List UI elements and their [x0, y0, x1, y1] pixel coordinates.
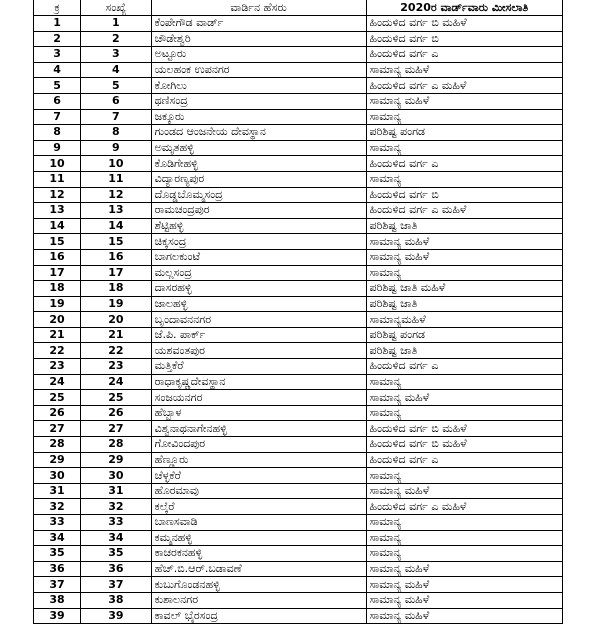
reservation-cell: ಹಿಂದುಳಿದ ವರ್ಗ ಎ [366, 452, 562, 468]
ward-name-cell: ಹೊರಮಾವು [151, 483, 366, 499]
reservation-cell: ಹಿಂದುಳಿದ ವರ್ಗ ಎ ಮಹಿಳೆ [366, 499, 562, 515]
ward-number-cell: 3 [81, 47, 152, 63]
table-row [34, 390, 563, 406]
ward-name-cell: ಚೌಡೇಶ್ವರಿ [151, 31, 366, 47]
table-row [34, 468, 563, 484]
ward-name-cell: ಕಲ್ಕೆರೆ [151, 499, 366, 515]
serial-cell: 9 [34, 140, 81, 156]
table-row [34, 343, 563, 359]
ward-number-cell: 16 [81, 249, 152, 265]
reservation-cell: ಹಿಂದುಳಿದ ವರ್ಗ ಎ [366, 47, 562, 63]
serial-cell: 2 [34, 31, 81, 47]
table-row [34, 374, 563, 390]
serial-cell: 5 [34, 78, 81, 94]
ward-name-cell: ಜಾಲಹಳ್ಳಿ [151, 296, 366, 312]
table-row [34, 515, 563, 531]
table-row [34, 421, 563, 437]
ward-number-cell: 18 [81, 281, 152, 297]
table-row [34, 31, 563, 47]
serial-cell: 26 [34, 405, 81, 421]
table-row [34, 171, 563, 187]
ward-number-cell: 30 [81, 468, 152, 484]
serial-cell: 30 [34, 468, 81, 484]
ward-number-cell: 36 [81, 561, 152, 577]
serial-cell: 7 [34, 109, 81, 125]
table-row [34, 437, 563, 453]
reservation-cell: ಸಾಮಾನ್ಯ [366, 468, 562, 484]
ward-number-cell: 39 [81, 608, 152, 624]
reservation-cell: ಪರಿಶಿಷ್ಟ ಜಾತಿ [366, 296, 562, 312]
ward-name-cell: ಶೆಟ್ಟಿಹಳ್ಳಿ [151, 218, 366, 234]
serial-cell: 8 [34, 125, 81, 141]
reservation-cell: ಸಾಮಾನ್ಯ [366, 374, 562, 390]
reservation-cell: ಸಾಮಾನ್ಯ ಮಹಿಳೆ [366, 390, 562, 406]
ward-number-cell: 15 [81, 234, 152, 250]
ward-reservation-table [33, 0, 563, 624]
reservation-cell: ಸಾಮಾನ್ಯ [366, 265, 562, 281]
ward-name-cell: ಕಾವಲ್ ಭೈರಸಂದ್ರ [151, 608, 366, 624]
table-row [34, 249, 563, 265]
header-serial: ಕ್ರ [34, 0, 81, 16]
ward-number-cell: 24 [81, 374, 152, 390]
reservation-cell: ಹಿಂದುಳಿದ ವರ್ಗ ಬಿ [366, 31, 562, 47]
table-row [34, 405, 563, 421]
reservation-cell: ಸಾಮಾನ್ಯ [366, 515, 562, 531]
reservation-cell: ಸಾಮಾನ್ಯ ಮಹಿಳೆ [366, 608, 562, 624]
table-row [34, 483, 563, 499]
ward-name-cell: ಹೆಣ್ಣೂರು [151, 452, 366, 468]
serial-cell: 32 [34, 499, 81, 515]
reservation-cell: ಹಿಂದುಳಿದ ವರ್ಗ ಬಿ [366, 187, 562, 203]
serial-cell: 25 [34, 390, 81, 406]
ward-number-cell: 31 [81, 483, 152, 499]
serial-cell: 22 [34, 343, 81, 359]
serial-cell: 37 [34, 577, 81, 593]
reservation-cell: ಹಿಂದುಳಿದ ವರ್ಗ ಬಿ ಮಹಿಳೆ [366, 421, 562, 437]
serial-cell: 21 [34, 327, 81, 343]
ward-name-cell: ಬಾಣಸವಾಡಿ [151, 515, 366, 531]
ward-name-cell: ಗೋವಿಂದಪುರ [151, 437, 366, 453]
serial-cell: 36 [34, 561, 81, 577]
reservation-cell: ಸಾಮಾನ್ಯ [366, 140, 562, 156]
reservation-cell: ಸಾಮಾನ್ಯ ಮಹಿಳೆ [366, 93, 562, 109]
table-row [34, 62, 563, 78]
ward-name-cell: ಬೃಂದಾವನನಗರ [151, 312, 366, 328]
serial-cell: 31 [34, 483, 81, 499]
table-row [34, 140, 563, 156]
serial-cell: 29 [34, 452, 81, 468]
ward-name-cell: ರಾಧಾಕೃಷ್ಣದೇವಸ್ಥಾನ [151, 374, 366, 390]
reservation-cell: ಸಾಮಾನ್ಯ [366, 109, 562, 125]
table-row [34, 16, 563, 32]
table-row [34, 530, 563, 546]
reservation-cell: ಸಾಮಾನ್ಯ [366, 171, 562, 187]
ward-name-cell: ಜಕ್ಕೂರು [151, 109, 366, 125]
ward-number-cell: 17 [81, 265, 152, 281]
ward-name-cell: ಅಟ್ಟೂರು [151, 47, 366, 63]
serial-cell: 39 [34, 608, 81, 624]
serial-cell: 10 [34, 156, 81, 172]
serial-cell: 19 [34, 296, 81, 312]
ward-name-cell: ಸಂಜಯನಗರ [151, 390, 366, 406]
ward-number-cell: 6 [81, 93, 152, 109]
ward-number-cell: 33 [81, 515, 152, 531]
table-row [34, 327, 563, 343]
table-row [34, 546, 563, 562]
reservation-cell: ಹಿಂದುಳಿದ ವರ್ಗ ಎ ಮಹಿಳೆ [366, 78, 562, 94]
ward-number-cell: 23 [81, 359, 152, 375]
ward-name-cell: ಕೋಗಿಲು [151, 78, 366, 94]
serial-cell: 3 [34, 47, 81, 63]
table-row [34, 47, 563, 63]
serial-cell: 38 [34, 592, 81, 608]
serial-cell: 35 [34, 546, 81, 562]
ward-name-cell: ಗುಂಡದ ಆಂಜನೇಯ ದೇವಸ್ಥಾನ [151, 125, 366, 141]
reservation-cell: ಹಿಂದುಳಿದ ವರ್ಗ ಎ ಮಹಿಳೆ [366, 203, 562, 219]
ward-name-cell: ಕುಶಾಲನಗರ [151, 592, 366, 608]
table-row [34, 608, 563, 624]
header-ward-number: ಸಂಖ್ಯೆ [81, 0, 152, 16]
ward-name-cell: ಹೆಚ್.ಬಿ.ಆರ್.ಬಡಾವಣೆ [151, 561, 366, 577]
ward-name-cell: ಚಿಕ್ಕಸಂದ್ರ [151, 234, 366, 250]
ward-name-cell: ಯಶವಂತಪುರ [151, 343, 366, 359]
ward-number-cell: 37 [81, 577, 152, 593]
ward-name-cell: ಜೆ.ಪಿ. ಪಾರ್ಕ್ [151, 327, 366, 343]
serial-cell: 6 [34, 93, 81, 109]
serial-cell: 24 [34, 374, 81, 390]
ward-number-cell: 12 [81, 187, 152, 203]
ward-number-cell: 14 [81, 218, 152, 234]
reservation-cell: ಹಿಂದುಳಿದ ವರ್ಗ ಎ [366, 156, 562, 172]
table-row [34, 452, 563, 468]
reservation-cell: ಪರಿಶಿಷ್ಟ ಪಂಗಡ [366, 327, 562, 343]
table-row [34, 203, 563, 219]
table-row [34, 78, 563, 94]
reservation-cell: ಸಾಮಾನ್ಯ [366, 546, 562, 562]
ward-name-cell: ಬಾಗಲಕುಂಟೆ [151, 249, 366, 265]
serial-cell: 33 [34, 515, 81, 531]
reservation-cell: ಸಾಮಾನ್ಯ [366, 530, 562, 546]
ward-name-cell: ಯಲಹಂಕ ಉಪನಗರ [151, 62, 366, 78]
ward-number-cell: 19 [81, 296, 152, 312]
ward-name-cell: ವಿದ್ಯಾರಣ್ಯಪುರ [151, 171, 366, 187]
reservation-cell: ಸಾಮಾನ್ಯ ಮಹಿಳೆ [366, 234, 562, 250]
reservation-cell: ಸಾಮಾನ್ಯ ಮಹಿಳೆ [366, 62, 562, 78]
table-row [34, 187, 563, 203]
ward-number-cell: 26 [81, 405, 152, 421]
serial-cell: 14 [34, 218, 81, 234]
reservation-cell: ಸಾಮಾನ್ಯ ಮಹಿಳೆ [366, 483, 562, 499]
reservation-cell: ಹಿಂದುಳಿದ ವರ್ಗ ಬಿ ಮಹಿಳೆ [366, 16, 562, 32]
ward-number-cell: 4 [81, 62, 152, 78]
serial-cell: 18 [34, 281, 81, 297]
ward-number-cell: 7 [81, 109, 152, 125]
reservation-cell: ಸಾಮಾನ್ಯ ಮಹಿಳೆ [366, 577, 562, 593]
reservation-cell: ಸಾಮಾನ್ಯ [366, 405, 562, 421]
ward-number-cell: 20 [81, 312, 152, 328]
reservation-cell: ಪರಿಶಿಷ್ಟ ಜಾತಿ [366, 343, 562, 359]
table-row [34, 218, 563, 234]
table-row [34, 281, 563, 297]
table-row [34, 577, 563, 593]
ward-number-cell: 34 [81, 530, 152, 546]
ward-name-cell: ಕೆಂಪೇಗೌಡ ವಾರ್ಡ್ [151, 16, 366, 32]
reservation-cell: ಸಾಮಾನ್ಯಮಹಿಳೆ [366, 312, 562, 328]
table-row [34, 312, 563, 328]
table-row [34, 561, 563, 577]
ward-number-cell: 25 [81, 390, 152, 406]
ward-name-cell: ರಾಮಚಂದ್ರಪುರ [151, 203, 366, 219]
serial-cell: 12 [34, 187, 81, 203]
ward-name-cell: ಮತ್ತಿಕೆರೆ [151, 359, 366, 375]
table-row [34, 125, 563, 141]
table-row [34, 156, 563, 172]
ward-name-cell: ಕಾಚರಕನಹಳ್ಳಿ [151, 546, 366, 562]
ward-number-cell: 1 [81, 16, 152, 32]
table-row [34, 93, 563, 109]
ward-name-cell: ಕಮ್ಮನಹಳ್ಳಿ [151, 530, 366, 546]
table-row [34, 359, 563, 375]
ward-number-cell: 13 [81, 203, 152, 219]
ward-number-cell: 35 [81, 546, 152, 562]
reservation-cell: ಸಾಮಾನ್ಯ ಮಹಿಳೆ [366, 249, 562, 265]
serial-cell: 28 [34, 437, 81, 453]
serial-cell: 17 [34, 265, 81, 281]
ward-number-cell: 27 [81, 421, 152, 437]
ward-name-cell: ದಾಸರಹಳ್ಳಿ [151, 281, 366, 297]
ward-name-cell: ದೊಡ್ಡಬೊಮ್ಮಸಂದ್ರ [151, 187, 366, 203]
ward-number-cell: 11 [81, 171, 152, 187]
ward-number-cell: 32 [81, 499, 152, 515]
serial-cell: 16 [34, 249, 81, 265]
serial-cell: 34 [34, 530, 81, 546]
ward-number-cell: 21 [81, 327, 152, 343]
reservation-cell: ಪರಿಶಿಷ್ಟ ಜಾತಿ ಮಹಿಳೆ [366, 281, 562, 297]
ward-number-cell: 29 [81, 452, 152, 468]
table-row [34, 296, 563, 312]
serial-cell: 23 [34, 359, 81, 375]
ward-name-cell: ಹೆಬ್ಬಾಳ [151, 405, 366, 421]
serial-cell: 15 [34, 234, 81, 250]
ward-number-cell: 22 [81, 343, 152, 359]
ward-name-cell: ಕೊಡಿಗೇಹಳ್ಳಿ [151, 156, 366, 172]
ward-number-cell: 9 [81, 140, 152, 156]
reservation-cell: ಹಿಂದುಳಿದ ವರ್ಗ ಬಿ ಮಹಿಳೆ [366, 437, 562, 453]
table-row [34, 499, 563, 515]
ward-name-cell: ಅಮೃತಹಳ್ಳಿ [151, 140, 366, 156]
ward-name-cell: ಕುಬುಗೊಂಡನಹಳ್ಳಿ [151, 577, 366, 593]
ward-name-cell: ಚೆಳ್ಳಕೆರೆ [151, 468, 366, 484]
serial-cell: 1 [34, 16, 81, 32]
serial-cell: 20 [34, 312, 81, 328]
table-header [34, 0, 563, 16]
reservation-cell: ಸಾಮಾನ್ಯ ಮಹಿಳೆ [366, 592, 562, 608]
serial-cell: 13 [34, 203, 81, 219]
table-body [34, 16, 563, 624]
ward-number-cell: 2 [81, 31, 152, 47]
ward-name-cell: ವಿಶ್ವನಾಥನಾಗೇನಹಳ್ಳಿ [151, 421, 366, 437]
table-row [34, 109, 563, 125]
serial-cell: 27 [34, 421, 81, 437]
ward-name-cell: ಮಲ್ಲಸಂದ್ರ [151, 265, 366, 281]
table-row [34, 592, 563, 608]
header-row [34, 0, 563, 16]
serial-cell: 11 [34, 171, 81, 187]
table-row [34, 234, 563, 250]
reservation-cell: ಹಿಂದುಳಿದ ವರ್ಗ ಎ [366, 359, 562, 375]
ward-number-cell: 28 [81, 437, 152, 453]
ward-name-cell: ಥಣಿಸಂದ್ರ [151, 93, 366, 109]
serial-cell: 4 [34, 62, 81, 78]
header-ward-name: ವಾರ್ಡಿನ ಹೆಸರು [151, 0, 366, 16]
ward-number-cell: 5 [81, 78, 152, 94]
header-reservation: 2020ರ ವಾರ್ಡ್‌ವಾರು ಮೀಸಲಾತಿ [366, 0, 562, 16]
ward-number-cell: 10 [81, 156, 152, 172]
reservation-cell: ಪರಿಶಿಷ್ಟ ಪಂಗಡ [366, 125, 562, 141]
table-row [34, 265, 563, 281]
ward-number-cell: 38 [81, 592, 152, 608]
reservation-cell: ಪರಿಶಿಷ್ಟ ಜಾತಿ [366, 218, 562, 234]
reservation-cell: ಸಾಮಾನ್ಯ ಮಹಿಳೆ [366, 561, 562, 577]
ward-number-cell: 8 [81, 125, 152, 141]
